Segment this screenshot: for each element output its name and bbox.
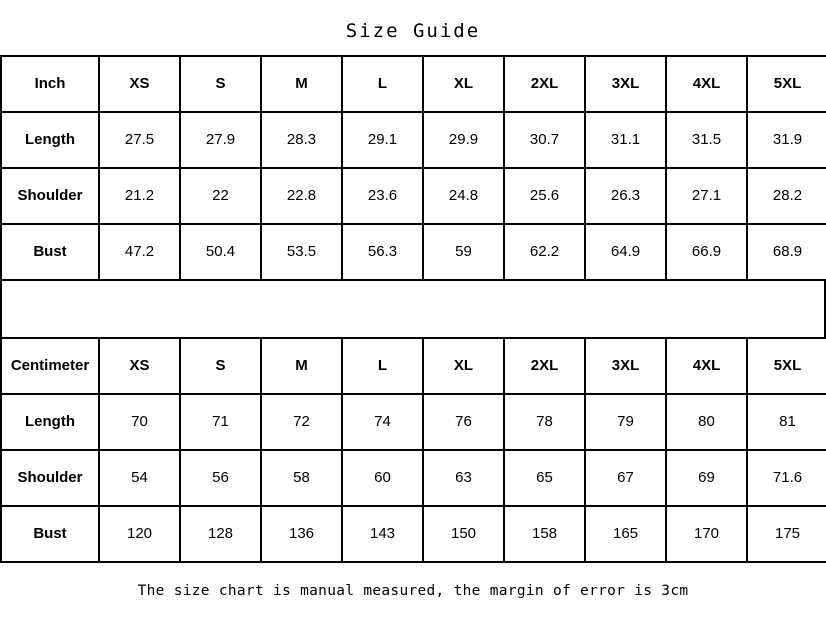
size-header-cm-5xl: 5XL <box>747 338 826 394</box>
cell-cm-bust-m: 136 <box>261 506 342 562</box>
row-label-cm-shoulder: Shoulder <box>1 450 99 506</box>
size-header-4xl: 4XL <box>666 56 747 112</box>
table-header-row <box>1 338 826 394</box>
size-header-l: L <box>342 56 423 112</box>
table-row <box>1 506 826 562</box>
size-header-cm-s: S <box>180 338 261 394</box>
cell-length-l: 29.1 <box>342 112 423 168</box>
cell-bust-5xl: 68.9 <box>747 224 826 280</box>
cell-cm-length-5xl: 81 <box>747 394 826 450</box>
size-header-cm-3xl: 3XL <box>585 338 666 394</box>
cell-cm-bust-l: 143 <box>342 506 423 562</box>
table-row <box>1 394 826 450</box>
cell-bust-2xl: 62.2 <box>504 224 585 280</box>
cell-cm-bust-xl: 150 <box>423 506 504 562</box>
size-header-xl: XL <box>423 56 504 112</box>
cell-cm-length-3xl: 79 <box>585 394 666 450</box>
cell-shoulder-3xl: 26.3 <box>585 168 666 224</box>
page-title: Size Guide <box>345 20 481 42</box>
cell-length-2xl: 30.7 <box>504 112 585 168</box>
size-header-s: S <box>180 56 261 112</box>
cell-cm-shoulder-xl: 63 <box>423 450 504 506</box>
size-header-5xl: 5XL <box>747 56 826 112</box>
size-header-cm-4xl: 4XL <box>666 338 747 394</box>
table-row <box>1 168 826 224</box>
cell-length-5xl: 31.9 <box>747 112 826 168</box>
cell-shoulder-m: 22.8 <box>261 168 342 224</box>
cell-length-s: 27.9 <box>180 112 261 168</box>
cell-shoulder-4xl: 27.1 <box>666 168 747 224</box>
cell-shoulder-xs: 21.2 <box>99 168 180 224</box>
cell-cm-length-m: 72 <box>261 394 342 450</box>
size-header-cm-xl: XL <box>423 338 504 394</box>
cell-shoulder-2xl: 25.6 <box>504 168 585 224</box>
cell-bust-m: 53.5 <box>261 224 342 280</box>
size-header-cm-l: L <box>342 338 423 394</box>
cell-shoulder-s: 22 <box>180 168 261 224</box>
cell-shoulder-5xl: 28.2 <box>747 168 826 224</box>
row-label-cm-length: Length <box>1 394 99 450</box>
cell-length-xl: 29.9 <box>423 112 504 168</box>
size-header-cm-m: M <box>261 338 342 394</box>
cell-bust-4xl: 66.9 <box>666 224 747 280</box>
cell-cm-length-2xl: 78 <box>504 394 585 450</box>
size-header-2xl: 2XL <box>504 56 585 112</box>
inch-table-wrapper <box>0 55 826 281</box>
cell-length-3xl: 31.1 <box>585 112 666 168</box>
cell-cm-length-4xl: 80 <box>666 394 747 450</box>
size-header-cm-xs: XS <box>99 338 180 394</box>
cell-cm-bust-xs: 120 <box>99 506 180 562</box>
size-header-m: M <box>261 56 342 112</box>
cell-cm-bust-5xl: 175 <box>747 506 826 562</box>
cell-bust-xs: 47.2 <box>99 224 180 280</box>
centimeter-size-table <box>0 337 826 563</box>
cell-bust-s: 50.4 <box>180 224 261 280</box>
table-row <box>1 224 826 280</box>
unit-label-centimeter: Centimeter <box>1 338 99 394</box>
cell-cm-shoulder-l: 60 <box>342 450 423 506</box>
row-label-bust: Bust <box>1 224 99 280</box>
cell-cm-shoulder-m: 58 <box>261 450 342 506</box>
cell-cm-shoulder-3xl: 67 <box>585 450 666 506</box>
cell-cm-bust-3xl: 165 <box>585 506 666 562</box>
table-separator <box>0 281 826 337</box>
cell-cm-shoulder-4xl: 69 <box>666 450 747 506</box>
inch-size-table <box>0 55 826 281</box>
cell-cm-bust-s: 128 <box>180 506 261 562</box>
cell-cm-length-l: 74 <box>342 394 423 450</box>
cell-cm-length-xs: 70 <box>99 394 180 450</box>
cell-length-4xl: 31.5 <box>666 112 747 168</box>
cell-cm-bust-4xl: 170 <box>666 506 747 562</box>
cell-bust-l: 56.3 <box>342 224 423 280</box>
measurement-disclaimer: The size chart is manual measured, the margin of error is 3cm <box>137 582 689 599</box>
size-header-xs: XS <box>99 56 180 112</box>
size-header-cm-2xl: 2XL <box>504 338 585 394</box>
table-row <box>1 450 826 506</box>
row-label-shoulder: Shoulder <box>1 168 99 224</box>
cell-bust-xl: 59 <box>423 224 504 280</box>
cell-length-m: 28.3 <box>261 112 342 168</box>
cell-cm-bust-2xl: 158 <box>504 506 585 562</box>
cell-length-xs: 27.5 <box>99 112 180 168</box>
cell-bust-3xl: 64.9 <box>585 224 666 280</box>
cell-cm-shoulder-2xl: 65 <box>504 450 585 506</box>
row-label-cm-bust: Bust <box>1 506 99 562</box>
size-header-3xl: 3XL <box>585 56 666 112</box>
cell-shoulder-xl: 24.8 <box>423 168 504 224</box>
cell-cm-shoulder-5xl: 71.6 <box>747 450 826 506</box>
cell-cm-length-xl: 76 <box>423 394 504 450</box>
cell-cm-shoulder-s: 56 <box>180 450 261 506</box>
centimeter-table-wrapper <box>0 337 826 563</box>
cell-shoulder-l: 23.6 <box>342 168 423 224</box>
cell-cm-length-s: 71 <box>180 394 261 450</box>
row-label-length: Length <box>1 112 99 168</box>
cell-cm-shoulder-xs: 54 <box>99 450 180 506</box>
unit-label-inch: Inch <box>1 56 99 112</box>
table-header-row <box>1 56 826 112</box>
table-row <box>1 112 826 168</box>
